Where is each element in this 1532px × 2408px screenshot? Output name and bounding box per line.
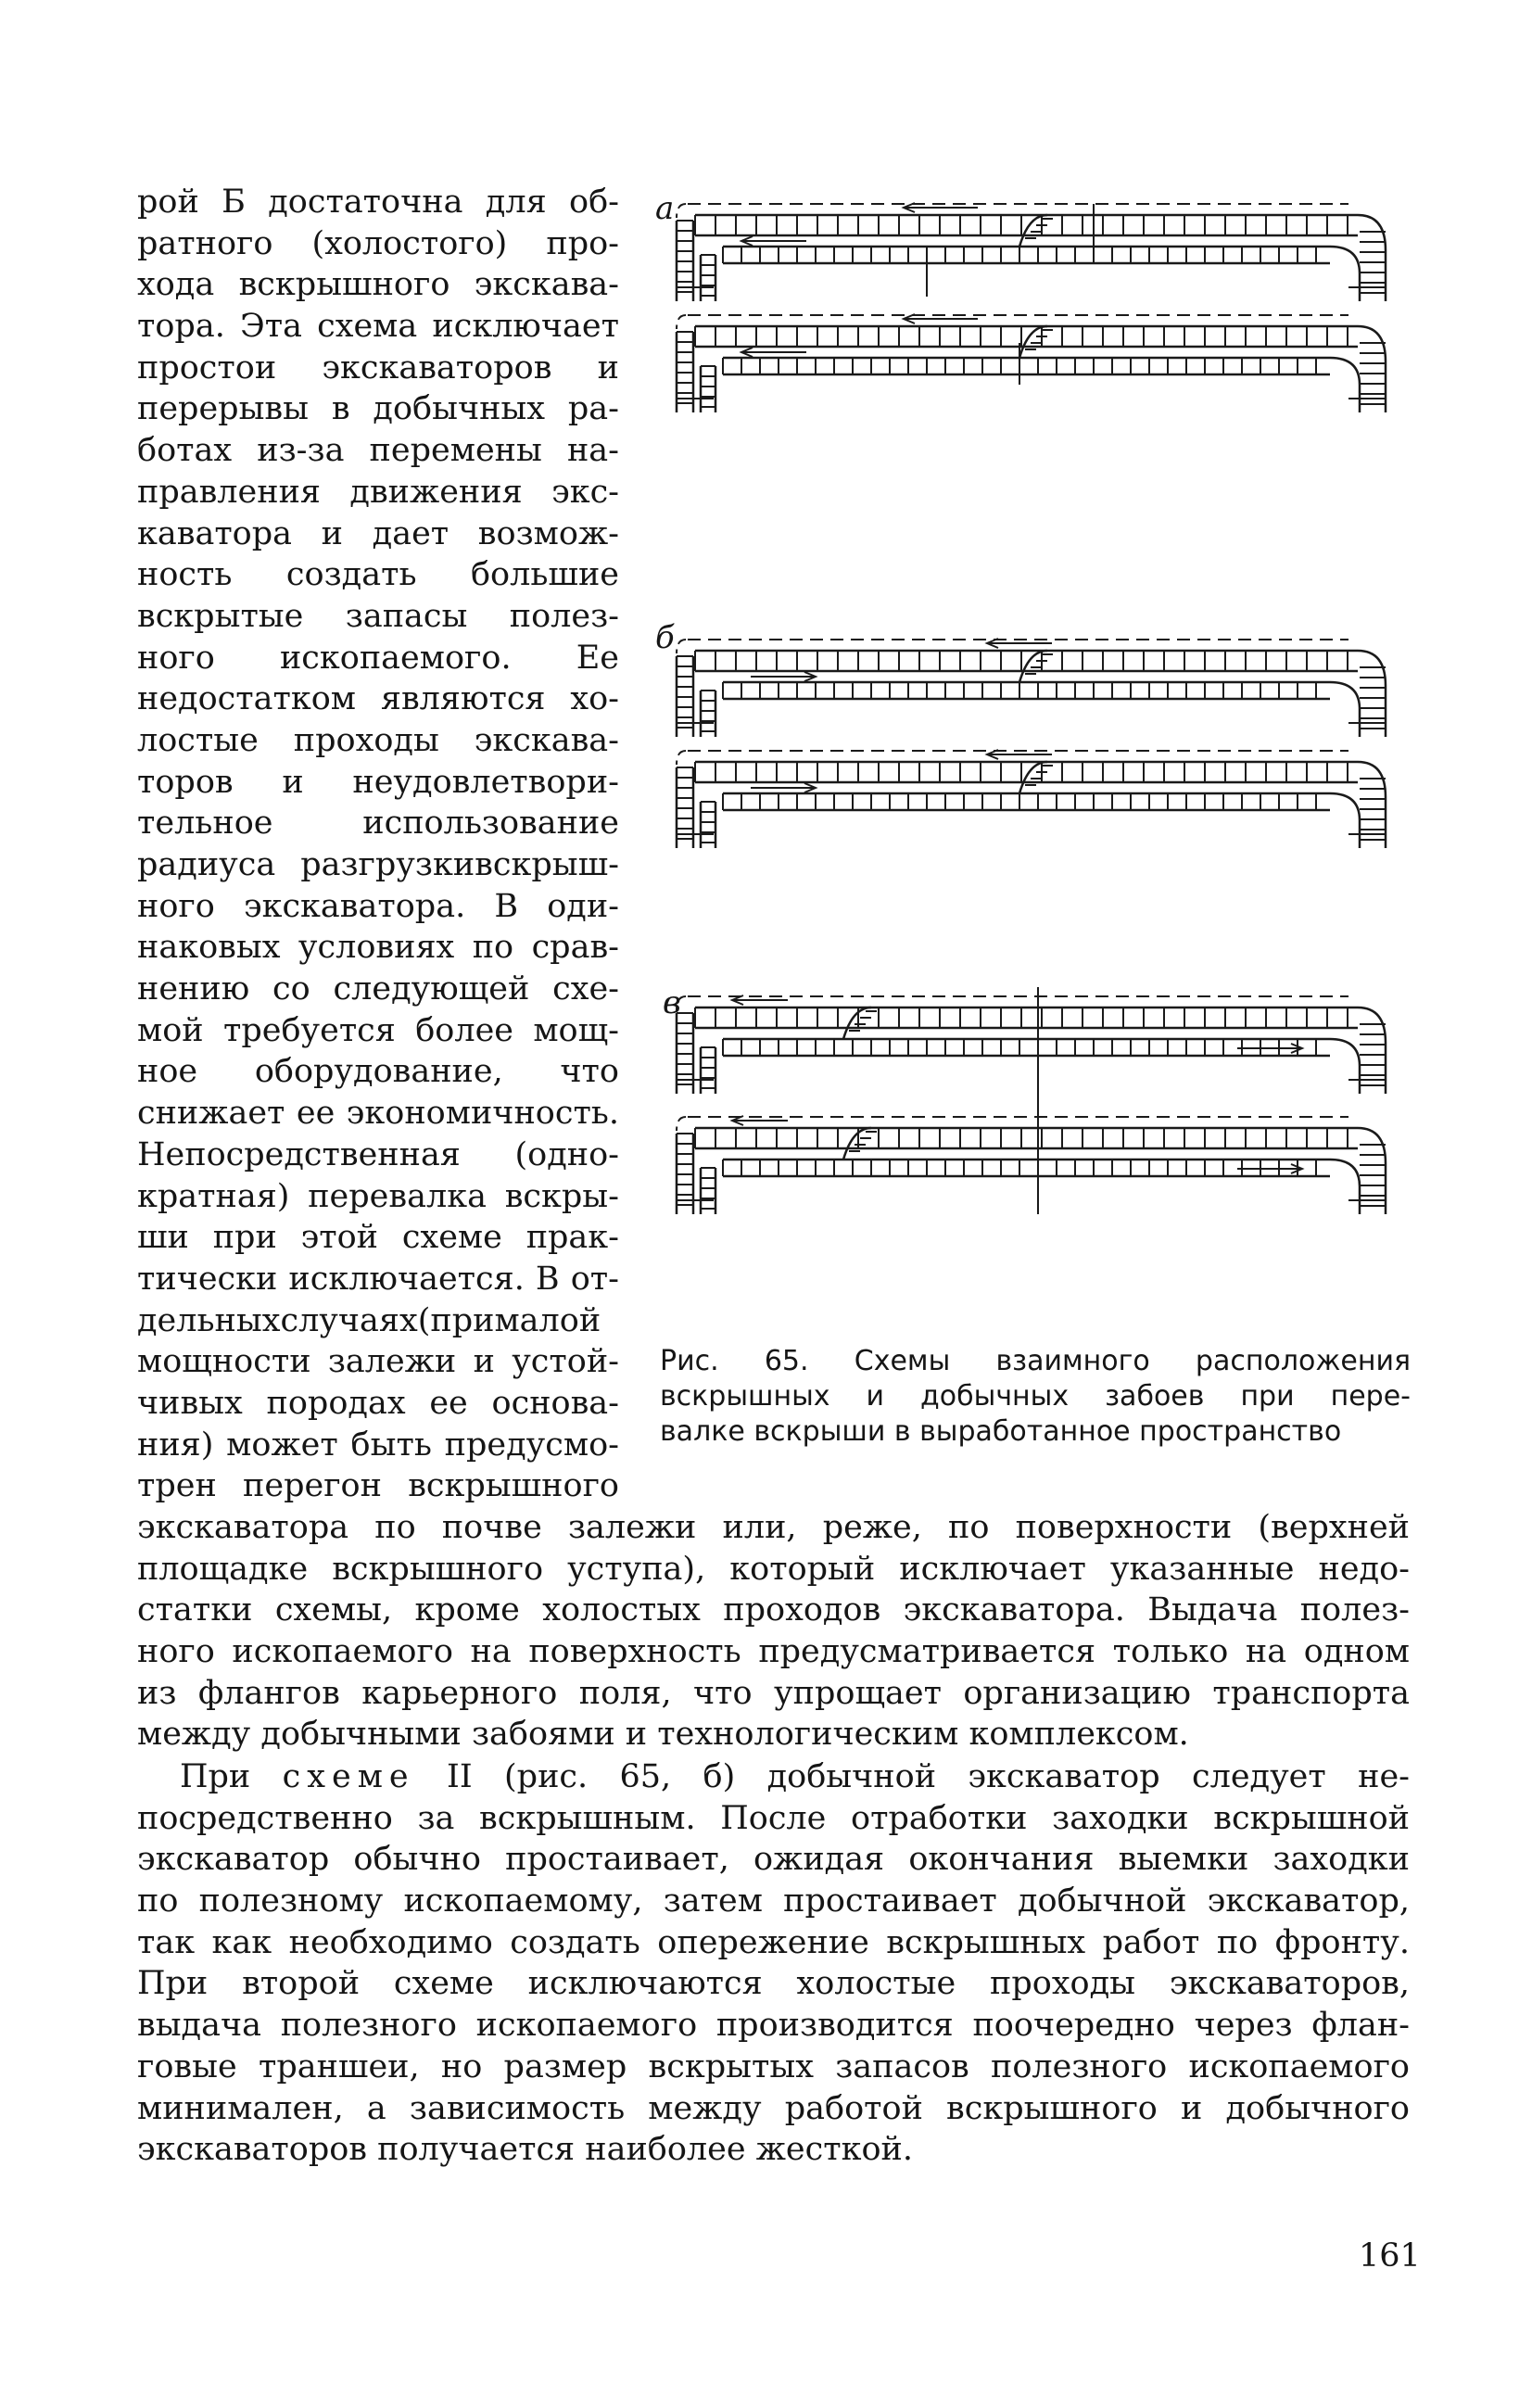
text-line: вскрытые запасы полез- [137,597,619,635]
diagram-stroke [677,315,686,329]
text-line: Рис. 65. Схемы взаимного расположения [660,1345,1411,1377]
text-line: тически исключается. В от- [137,1260,619,1298]
text-line: из флангов карьерного поля, что упрощает организацию транспорта [137,1674,1410,1712]
text-line: ния) может быть предусмо- [137,1426,619,1464]
text-line: чивых породах ее основа- [137,1384,619,1422]
text-line: простои экскаваторов и [137,349,619,387]
figure-label-b: б [655,619,675,656]
text-line: минимален, а зависимость между работой вскрышного и добычного [137,2089,1410,2127]
text-line: тельное использование [137,805,619,843]
text-line: площадке вскрышного уступа), который исключает указанные недо- [137,1550,1410,1588]
text-line: экскаватора по почве залежи или, реже, по поверхности (верхней [137,1509,1410,1546]
text-line: торов и неудовлетвори- [137,763,619,801]
text-line: дельныхслучаях(прималой [137,1301,601,1339]
figure-65 [649,195,1418,1344]
text-line: трен перегон вскрышного [137,1467,619,1505]
diagram-stroke [677,1117,686,1131]
left-column-text [137,182,619,1507]
text-line: выдача полезного ископаемого производится поочередно через флан- [137,2007,1410,2045]
paragraph-2 [137,1756,1410,2171]
diagram-stroke [1358,1008,1386,1094]
text-line: мощности залежи и устой- [137,1343,619,1381]
diagram-stroke [677,751,686,765]
text-line: рой Б достаточна для об- [137,184,619,221]
text-line: ратного (холостого) про- [137,224,619,262]
diagram-stroke [1330,1160,1360,1214]
text-line: радиуса разгрузкивскрыш- [137,846,619,883]
figure-label-a: а [655,190,675,227]
text-line: говые траншеи, но размер вскрытых запасов полезного ископаемого [137,2047,1410,2085]
text-line: ность создать большие [137,556,619,594]
text-line: тора. Эта схема исключает [137,308,619,346]
paragraph-1-continuation [137,1507,1410,1755]
text-line: ши при этой схеме прак- [137,1219,619,1257]
text-line: экскаватор обычно простаивает, ожидая окончания выемки заходки [137,1841,1410,1879]
text-line: ботах из-за перемены на- [137,432,619,470]
page-number: 161 [1359,2237,1421,2275]
text-line: наковых условиях по срав- [137,929,619,967]
text-line: снижает ее экономичность. [137,1095,619,1133]
excavation-schemes-diagram [649,195,1418,1344]
text-line: правления движения экс- [137,473,619,511]
paragraph-2-first-line [137,1756,1410,1798]
text-line: посредственно за вскрышным. После отработки заходки вскрышной [137,1799,1410,1837]
text-line: по полезному ископаемому, затем простаивает добычной экскаватор, [137,1882,1410,1920]
text-line: валке вскрыши в выработанное пространство [660,1415,1342,1448]
text-line: При второй схеме исключаются холостые проходы экскаваторов, [137,1965,1410,2003]
diagram-stroke [1358,1128,1386,1214]
diagram-stroke [677,640,686,653]
figure-label-v: в [663,984,681,1021]
text-line: каватора и дает возмож- [137,514,619,552]
text-line: лостые проходы экскава- [137,721,619,759]
text-line: Непосредственная (одно- [137,1135,619,1173]
text-line: ного экскаватора. В оди- [137,887,619,925]
diagram-stroke [1358,651,1386,737]
diagram-stroke [1330,358,1360,412]
text-line: так как необходимо создать опережение вскрышных работ по фронту. [137,1923,1410,1961]
text-line: кратная) перевалка вскры- [137,1177,619,1215]
diagram-stroke [1330,247,1360,301]
text-line: мой требуется более мощ- [137,1011,619,1049]
paragraph-2-spaced-word: схеме [282,1758,415,1795]
diagram-stroke [1330,793,1360,848]
text-line: недостатком являются хо- [137,680,619,718]
diagram-stroke [1358,762,1386,848]
text-line: ного ископаемого на поверхность предусматривается только на одном [137,1633,1410,1671]
text-line: между добычными забоями и технологическим комплексом. [137,1716,1189,1754]
paragraph-2-lead: При [180,1758,251,1795]
text-line: вскрышных и добычных забоев при пере- [660,1380,1411,1413]
diagram-stroke [1330,1039,1360,1094]
diagram-stroke [1330,682,1360,737]
text-line: статки схемы, кроме холостых проходов экскаватора. Выдача полез- [137,1591,1410,1629]
paragraph-2-first-rest: II (рис. 65, б) добычной экскаватор следует не- [447,1758,1410,1795]
diagram-stroke [1358,326,1386,412]
text-line: перерывы в добычных ра- [137,390,619,428]
diagram-stroke [1358,215,1386,301]
figure-caption [660,1344,1411,1450]
text-line: ного ископаемого. Ее [137,639,619,677]
text-line: ное оборудование, что [137,1053,619,1091]
text-line: нению со следующей схе- [137,970,619,1008]
diagram-stroke [677,204,686,218]
text-line: хода вскрышного экскава- [137,266,619,304]
text-line: экскаваторов получается наиболее жесткой. [137,2131,913,2169]
